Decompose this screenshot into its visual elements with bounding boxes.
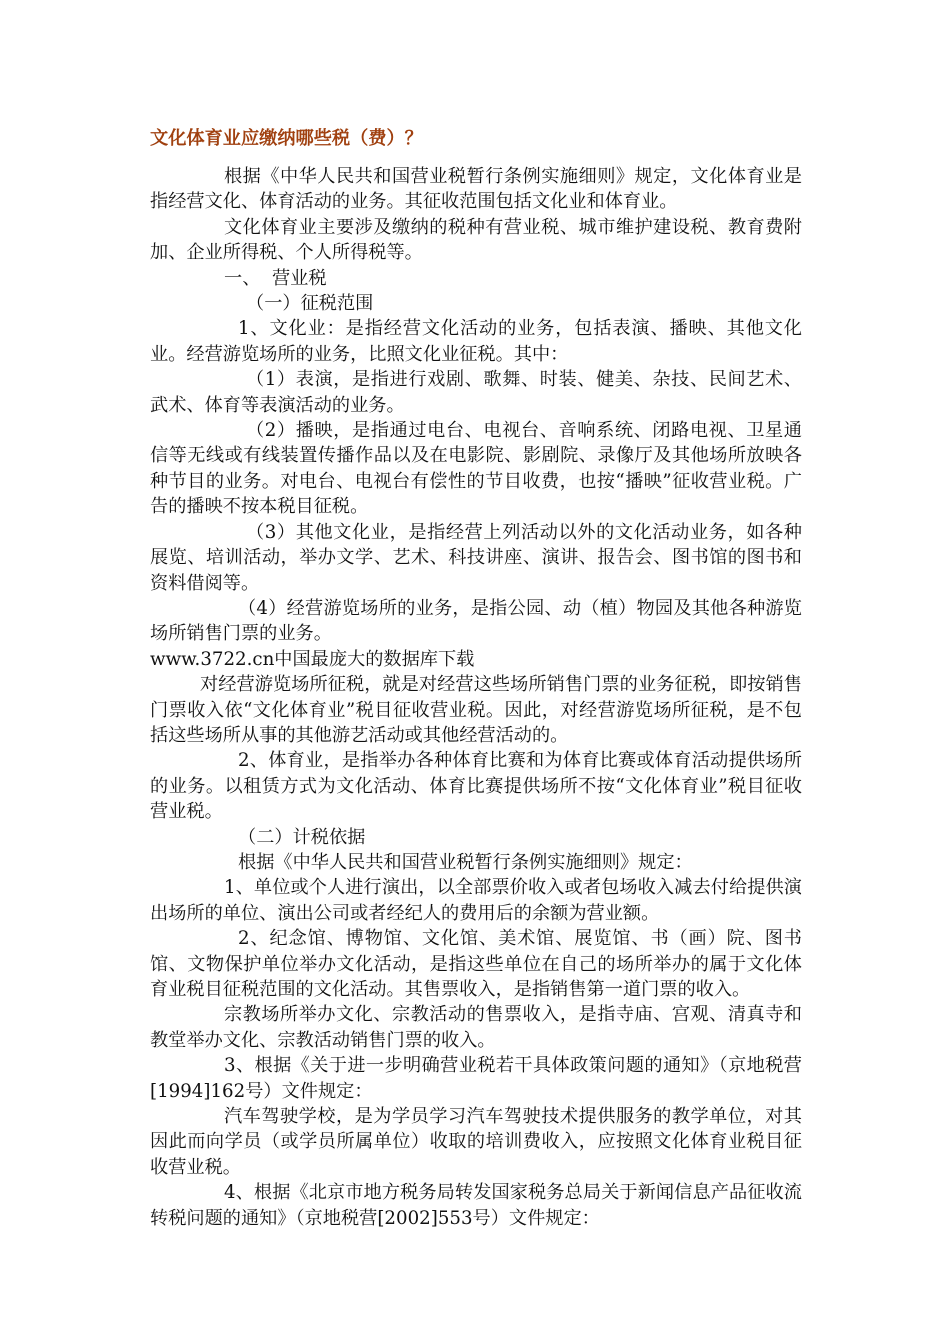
paragraph: 文化体育业主要涉及缴纳的税种有营业税、城市维护建设税、教育费附加、企业所得税、个人所得税等。 — [150, 216, 802, 264]
paragraph: 根据《中华人民共和国营业税暂行条例实施细则》规定，文化体育业是指经营文化、体育活动的业务。其征收范围包括文化业和体育业。 — [150, 166, 802, 213]
paragraph: 汽车驾驶学校，是为学员学习汽车驾驶技术提供服务的教学单位，对其因此而向学员（或学员所属单位）收取的培训费收入，应按照文化体育业税目征收营业税。 — [150, 1106, 802, 1178]
paragraph: （2）播映，是指通过电台、电视台、音响系统、闭路电视、卫星通信等无线或有线装置传播作品以及在电影院、影剧院、录像厅及其他场所放映各种节目的业务。对电台、电视台有偿性的节目收费，也按“播映”征收营业税。广告的播映不按本税目征税。 — [150, 420, 802, 518]
subsection-heading: （二）计税依据 — [238, 826, 366, 848]
paragraph: 2、体育业，是指举办各种体育比赛和为体育比赛或体育活动提供场所的业务。以租赁方式为文化活动、体育比赛提供场所不按“文化体育业”税目征收营业税。 — [150, 750, 802, 823]
paragraph: 2、纪念馆、博物馆、文化馆、美术馆、展览馆、书（画）院、图书馆、文物保护单位举办文化活动，是指这些单位在自己的场所举办的属于文化体育业税目征税范围的文化活动。其售票收入，是指销售第一道门票的收入。 — [150, 928, 802, 1000]
document-title: 文化体育业应缴纳哪些税（费）？ — [150, 128, 423, 149]
paragraph: 1、单位或个人进行演出，以全部票价收入或者包场收入减去付给提供演出场所的单位、演出公司或者经纪人的费用后的余额为营业额。 — [150, 877, 802, 924]
paragraph: 4、根据《北京市地方税务局转发国家税务总局关于新闻信息产品征收流转税问题的通知》（京地税营[2002]553号）文件规定： — [150, 1182, 802, 1229]
paragraph: 根据《中华人民共和国营业税暂行条例实施细则》规定： — [238, 851, 693, 873]
paragraph: （1）表演，是指进行戏剧、歌舞、时装、健美、杂技、民间艺术、武术、体育等表演活动的业务。 — [150, 369, 802, 416]
paragraph: 宗教场所举办文化、宗教活动的售票收入，是指寺庙、宫观、清真寺和教堂举办文化、宗教活动销售门票的收入。 — [150, 1004, 802, 1051]
document-body — [150, 126, 802, 1231]
paragraph: （3）其他文化业，是指经营上列活动以外的文化活动业务，如各种展览、培训活动，举办文学、艺术、科技讲座、演讲、报告会、图书馆的图书和资料借阅等。 — [150, 521, 802, 594]
subsection-heading: （一）征税范围 — [246, 293, 374, 315]
paragraph: 1、文化业：是指经营文化活动的业务，包括表演、播映、其他文化业。经营游览场所的业务，比照文化业征税。其中： — [150, 318, 802, 365]
paragraph: 3、根据《关于进一步明确营业税若干具体政策问题的通知》（京地税营[1994]162号）文件规定： — [150, 1055, 802, 1102]
section-heading: 一、 营业税 — [224, 267, 327, 289]
paragraph: 对经营游览场所征税，就是对经营这些场所销售门票的业务征税，即按销售门票收入依“文化体育业”税目征收营业税。因此，对经营游览场所征税，是不包括这些场所从事的其他游艺活动或其他经营活动的。 — [150, 674, 802, 746]
paragraph: （4）经营游览场所的业务，是指公园、动（植）物园及其他各种游览场所销售门票的业务。 — [150, 597, 802, 645]
source-watermark-line: www.3722.cn中国最庞大的数据库下载 — [150, 648, 475, 670]
